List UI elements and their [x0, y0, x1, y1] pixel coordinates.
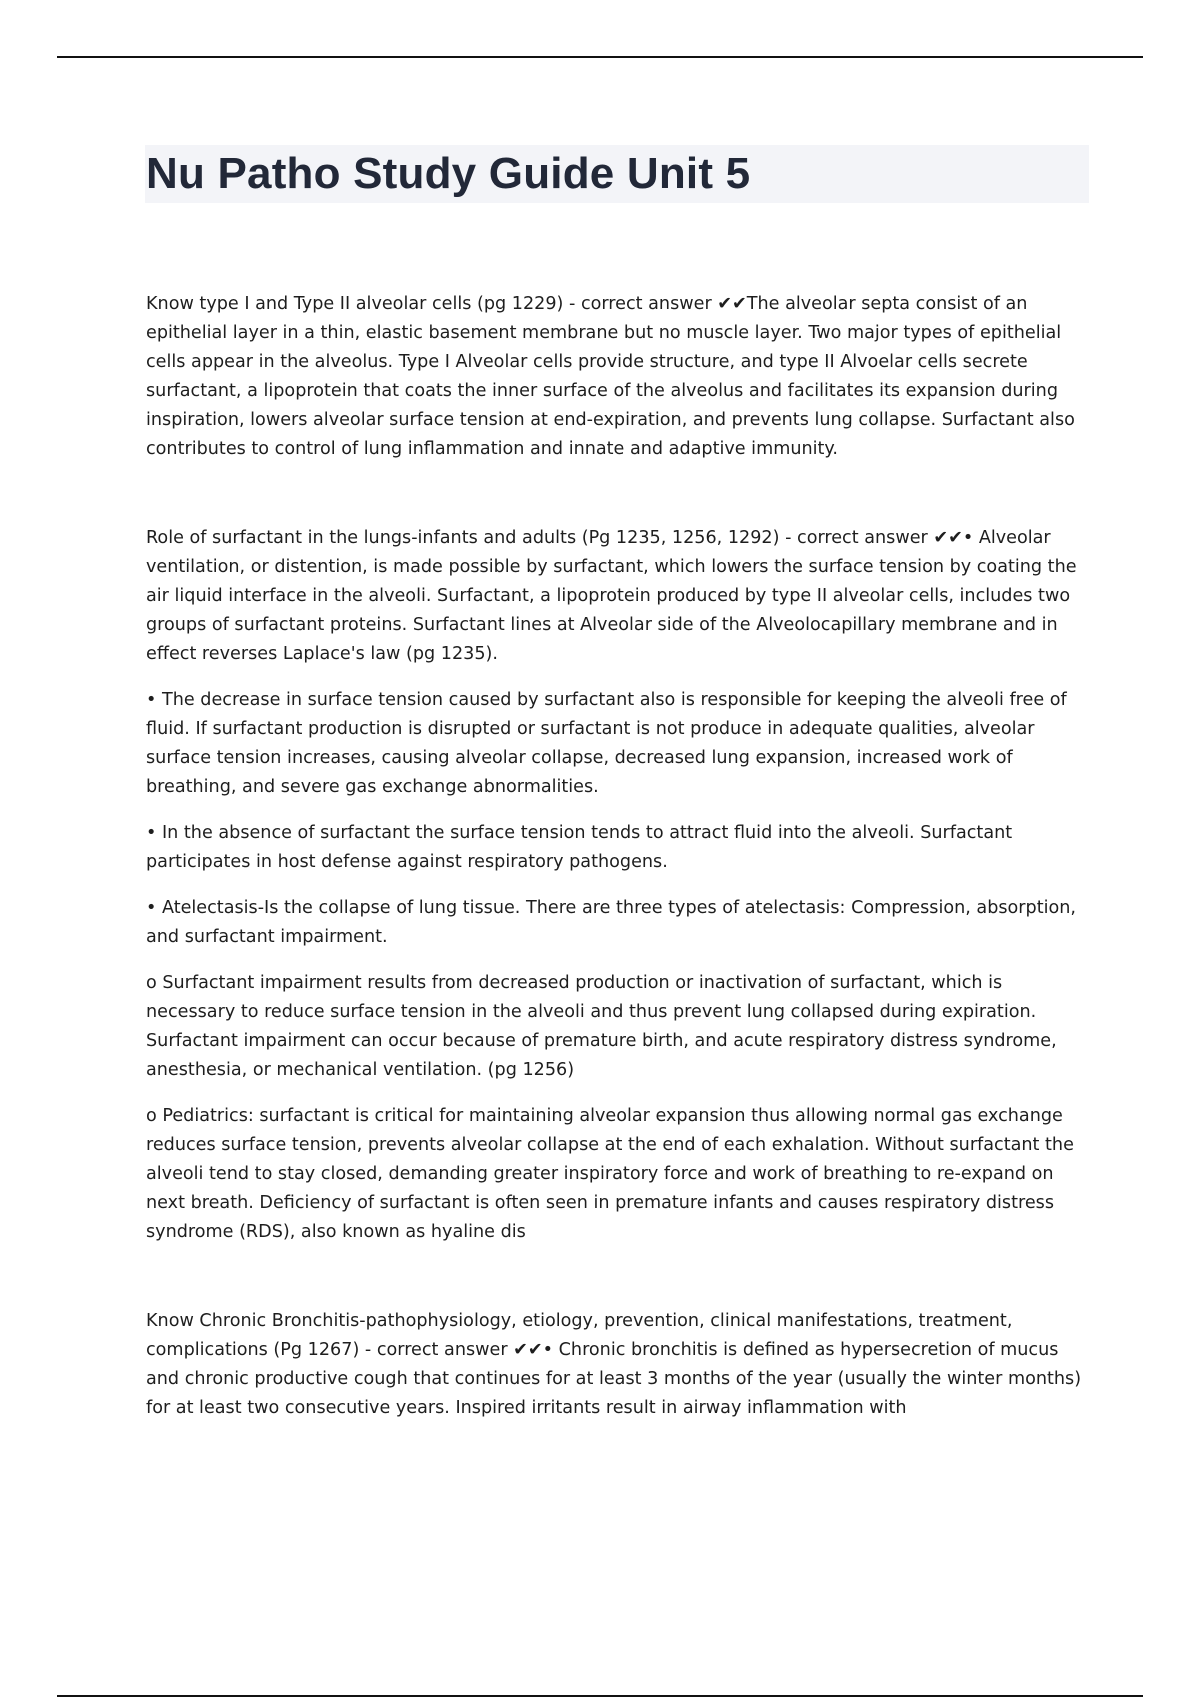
paragraph-pediatrics: o Pediatrics: surfactant is critical for maintaining alveolar expansion thus allowing normal gas exchange reduces surface tension, prevents alveolar collapse at the end of each exhalation. Without surfactant the alveoli tend to stay closed, demanding greater inspiratory force and work of breathing to re-expand on next breath. Deficiency of surfactant is often seen in premature infants and causes respiratory distress syndrome (RDS), also known as hyaline dis — [146, 1106, 1074, 1242]
top-divider — [57, 56, 1143, 58]
paragraph-absence-of-surfactant: • In the absence of surfactant the surface tension tends to attract fluid into the alveoli. Surfactant participates in host defense against respiratory pathogens. — [146, 823, 1013, 872]
bottom-divider — [57, 1695, 1143, 1697]
paragraph-surfactant-impairment: o Surfactant impairment results from decreased production or inactivation of surfactant, which is necessary to reduce surface tension in the alveoli and thus prevent lung collapsed during expiration. Surfactant impairment can occur because of premature birth, and acute respiratory distress syndrome, anesthesia, or mechanical ventilation. (pg 1256) — [146, 973, 1057, 1080]
paragraph-alveolar-cells: Know type I and Type II alveolar cells (pg 1229) - correct answer ✔✔The alveolar septa consist of an epithelial layer in a thin, elastic basement membrane but no muscle layer. Two major types of epithelial cells appear in the alveolus. Type I Alveolar cells provide structure, and type II Alvoelar cells secrete surfactant, a lipoprotein that coats the inner surface of the alveolus and facilitates its expansion during inspiration, lowers alveolar surface tension at end-expiration, and prevents lung collapse. Surfactant also contributes to control of lung inflammation and innate and adaptive immunity. — [146, 294, 1075, 459]
page-title: Nu Patho Study Guide Unit 5 — [146, 149, 751, 198]
paragraph-atelectasis: • Atelectasis-Is the collapse of lung tissue. There are three types of atelectasis: Compression, absorption, and surfactant impairment. — [146, 898, 1077, 947]
document-body — [146, 290, 1094, 1423]
paragraph-surfactant-role: Role of surfactant in the lungs-infants and adults (Pg 1235, 1256, 1292) - correct answer ✔✔• Alveolar ventilation, or distention, is made possible by surfactant, which lowers the surface tension by coating the air liquid interface in the alveoli. Surfactant, a lipoprotein produced by type II alveolar cells, includes two groups of surfactant proteins. Surfactant lines at Alveolar side of the Alveolocapillary membrane and in effect reverses Laplace's law (pg 1235). — [146, 528, 1077, 664]
paragraph-chronic-bronchitis: Know Chronic Bronchitis-pathophysiology, etiology, prevention, clinical manifestations, treatment, complications (Pg 1267) - correct answer ✔✔• Chronic bronchitis is defined as hypersecretion of mucus and chronic productive cough that continues for at least 3 months of the year (usually the winter months) for at least two consecutive years. Inspired irritants result in airway inflammation with — [146, 1311, 1082, 1418]
paragraph-surface-tension: • The decrease in surface tension caused by surfactant also is responsible for keeping the alveoli free of fluid. If surfactant production is disrupted or surfactant is not produce in adequate qualities, alveolar surface tension increases, causing alveolar collapse, decreased lung expansion, increased work of breathing, and severe gas exchange abnormalities. — [146, 690, 1067, 797]
